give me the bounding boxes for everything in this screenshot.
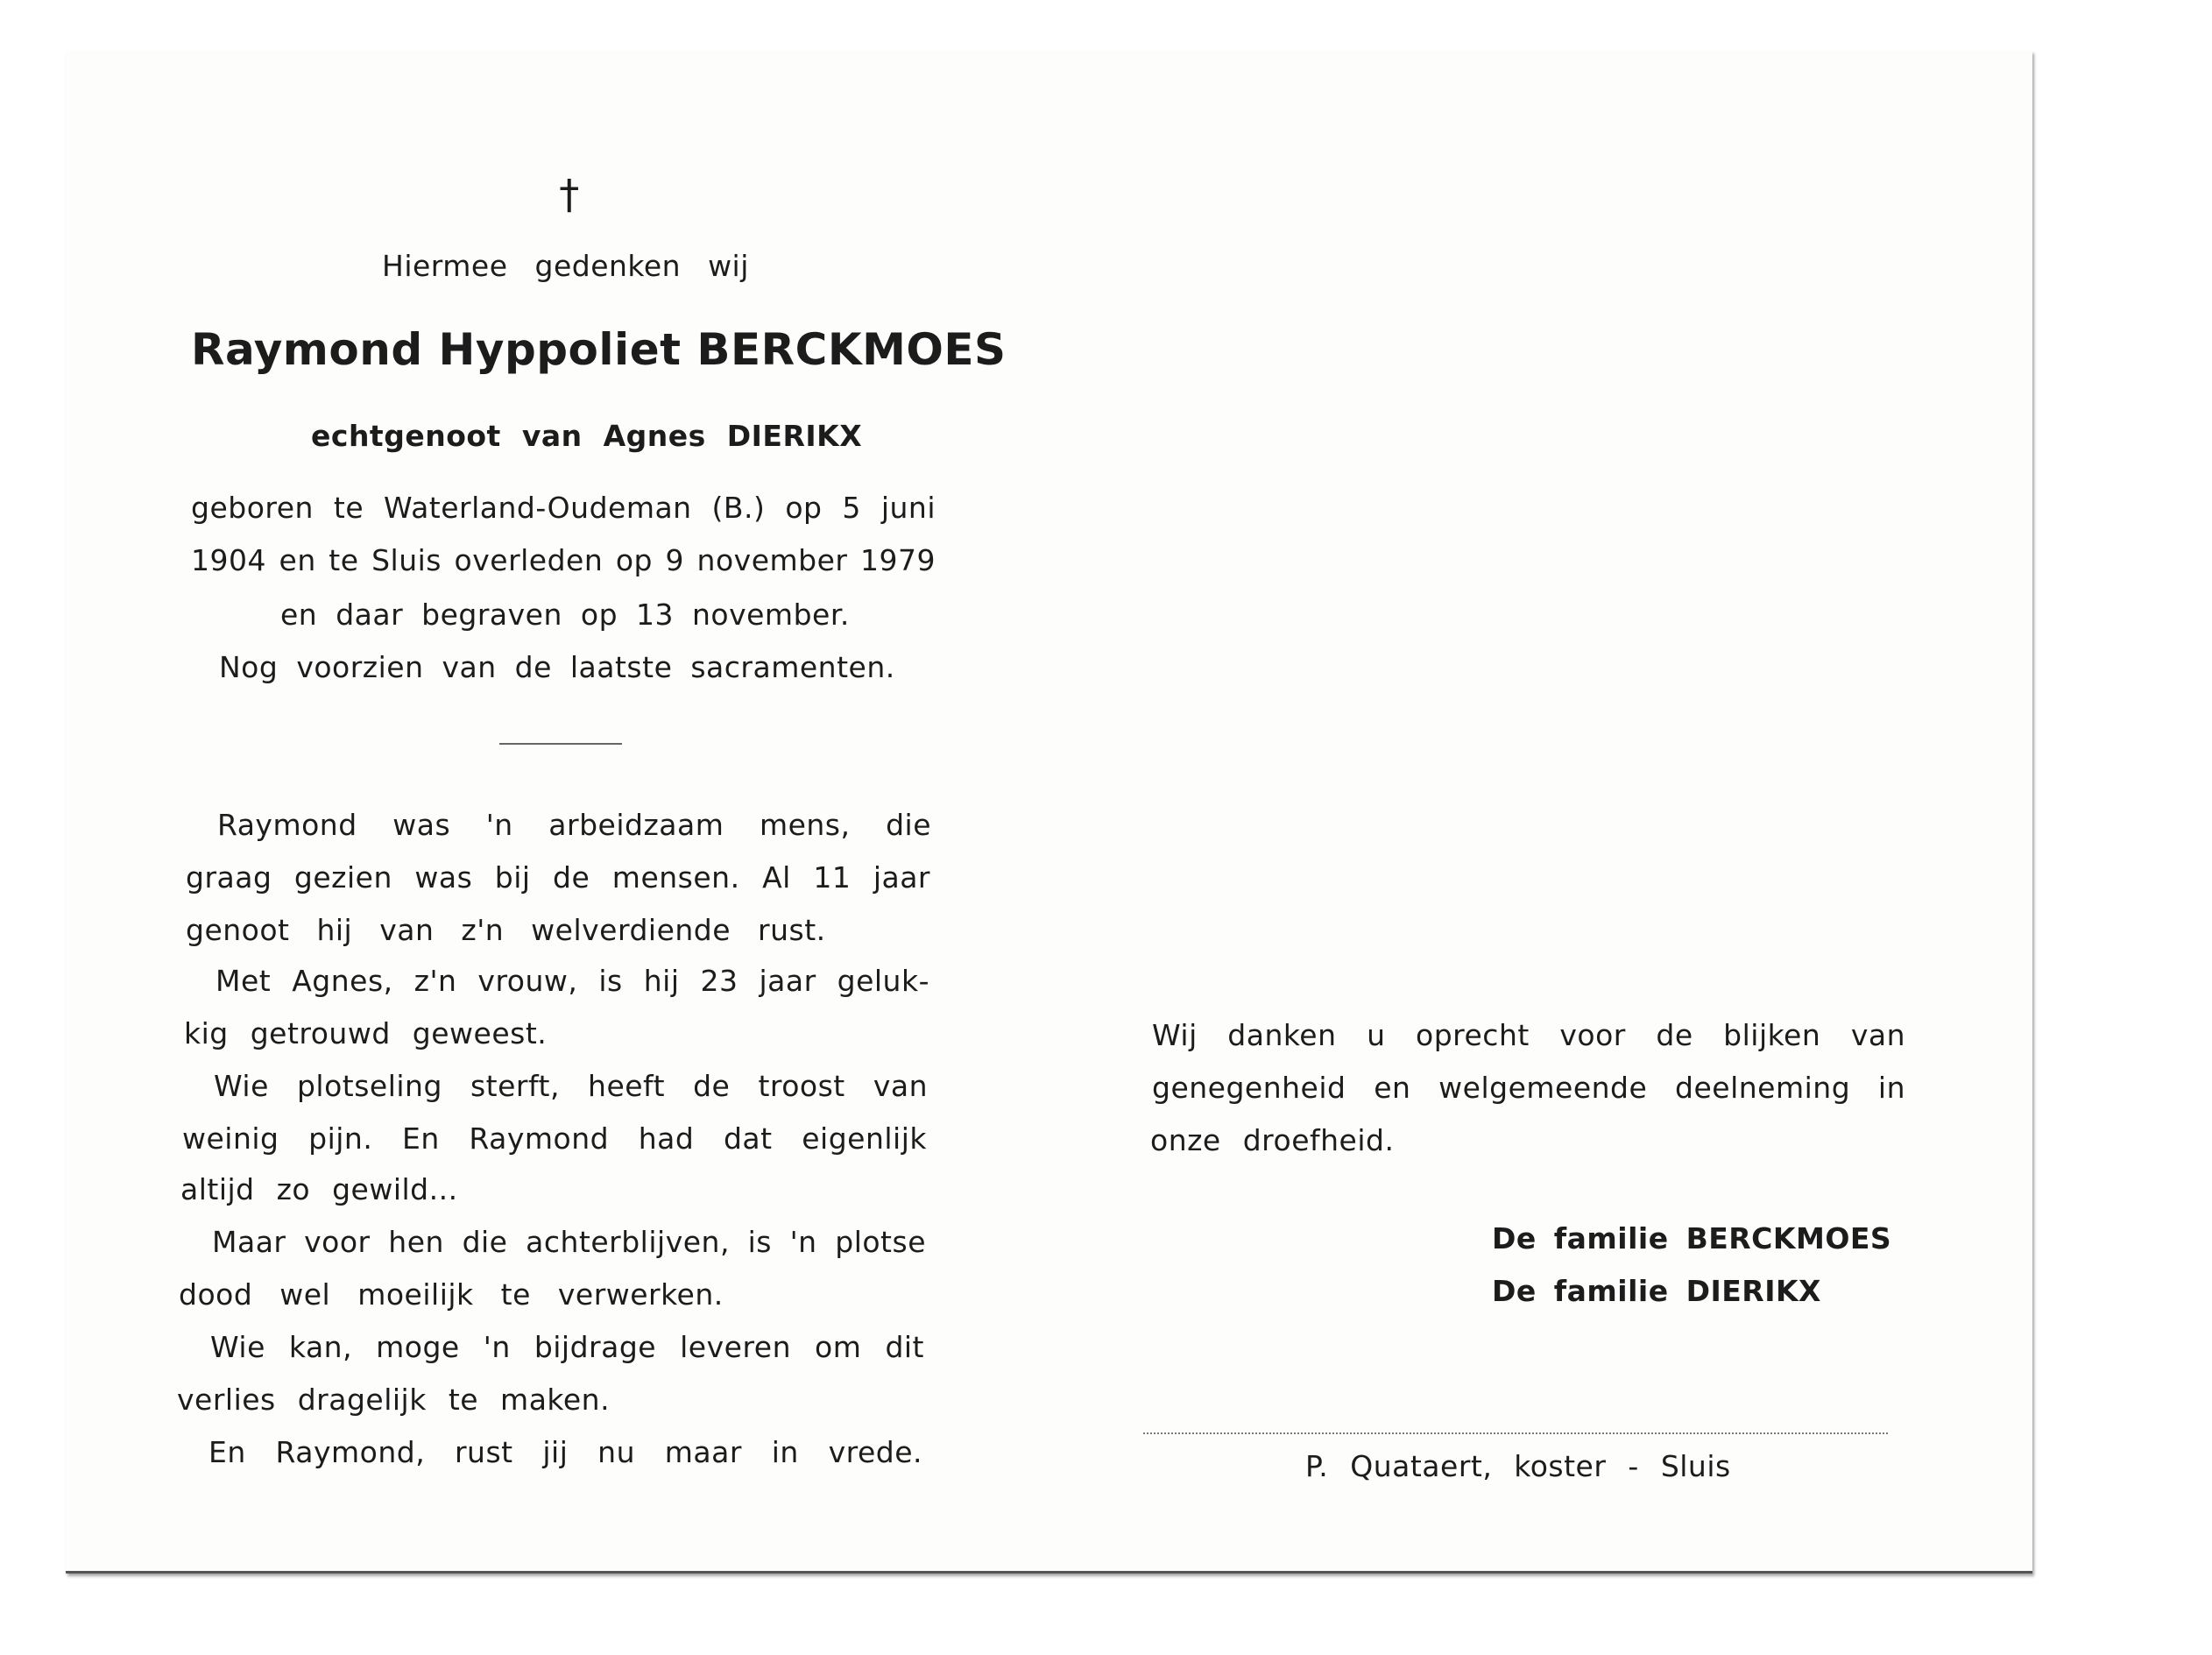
details-line-1: geboren te Waterland-Oudeman (B.) op 5 juni <box>191 491 936 525</box>
text-line-6: Wie plotseling sterft, heeft de troost van <box>214 1069 928 1103</box>
text-line-8: altijd zo gewild... <box>180 1172 458 1206</box>
cross-symbol: † <box>559 171 580 218</box>
text-line-12: verlies dragelijk te maken. <box>177 1383 611 1417</box>
details-line-3: en daar begraven op 13 november. <box>280 598 850 632</box>
spouse-line: echtgenoot van Agnes DIERIKX <box>311 419 863 453</box>
text-line-7: weinig pijn. En Raymond had dat eigenlijk <box>182 1121 927 1156</box>
text-line-1: Raymond was 'n arbeidzaam mens, die <box>217 808 931 842</box>
text-line-13: En Raymond, rust jij nu maar in vrede. <box>208 1435 922 1469</box>
text-line-2: graag gezien was bij de mensen. Al 11 jaar <box>186 860 930 895</box>
family-dierikx: De familie DIERIKX <box>1492 1274 1821 1308</box>
intro-line: Hiermee gedenken wij <box>382 249 749 283</box>
thanks-line-2: genegenheid en welgemeende deelneming in <box>1152 1071 1905 1105</box>
text-line-3: genoot hij van z'n welverdiende rust. <box>186 913 826 947</box>
text-line-11: Wie kan, moge 'n bijdrage leveren om dit <box>210 1330 924 1364</box>
footer-divider <box>1143 1432 1888 1434</box>
family-berckmoes: De familie BERCKMOES <box>1492 1221 1892 1255</box>
printer-credit: P. Quataert, koster - Sluis <box>1305 1449 1731 1483</box>
thanks-line-3: onze droefheid. <box>1150 1123 1395 1157</box>
deceased-name: Raymond Hyppoliet BERCKMOES <box>191 324 1007 375</box>
text-line-4: Met Agnes, z'n vrouw, is hij 23 jaar geluk- <box>216 964 929 998</box>
text-line-5: kig getrouwd geweest. <box>184 1016 548 1050</box>
divider <box>499 743 622 745</box>
text-line-10: dood wel moeilijk te verwerken. <box>179 1277 724 1312</box>
text-line-9: Maar voor hen die achterblijven, is 'n plotse <box>212 1225 926 1259</box>
thanks-line-1: Wij danken u oprecht voor de blijken van <box>1152 1018 1905 1052</box>
details-line-2: 1904 en te Sluis overleden op 9 november 1979 <box>191 543 936 577</box>
details-line-4: Nog voorzien van de laatste sacramenten. <box>219 650 895 684</box>
